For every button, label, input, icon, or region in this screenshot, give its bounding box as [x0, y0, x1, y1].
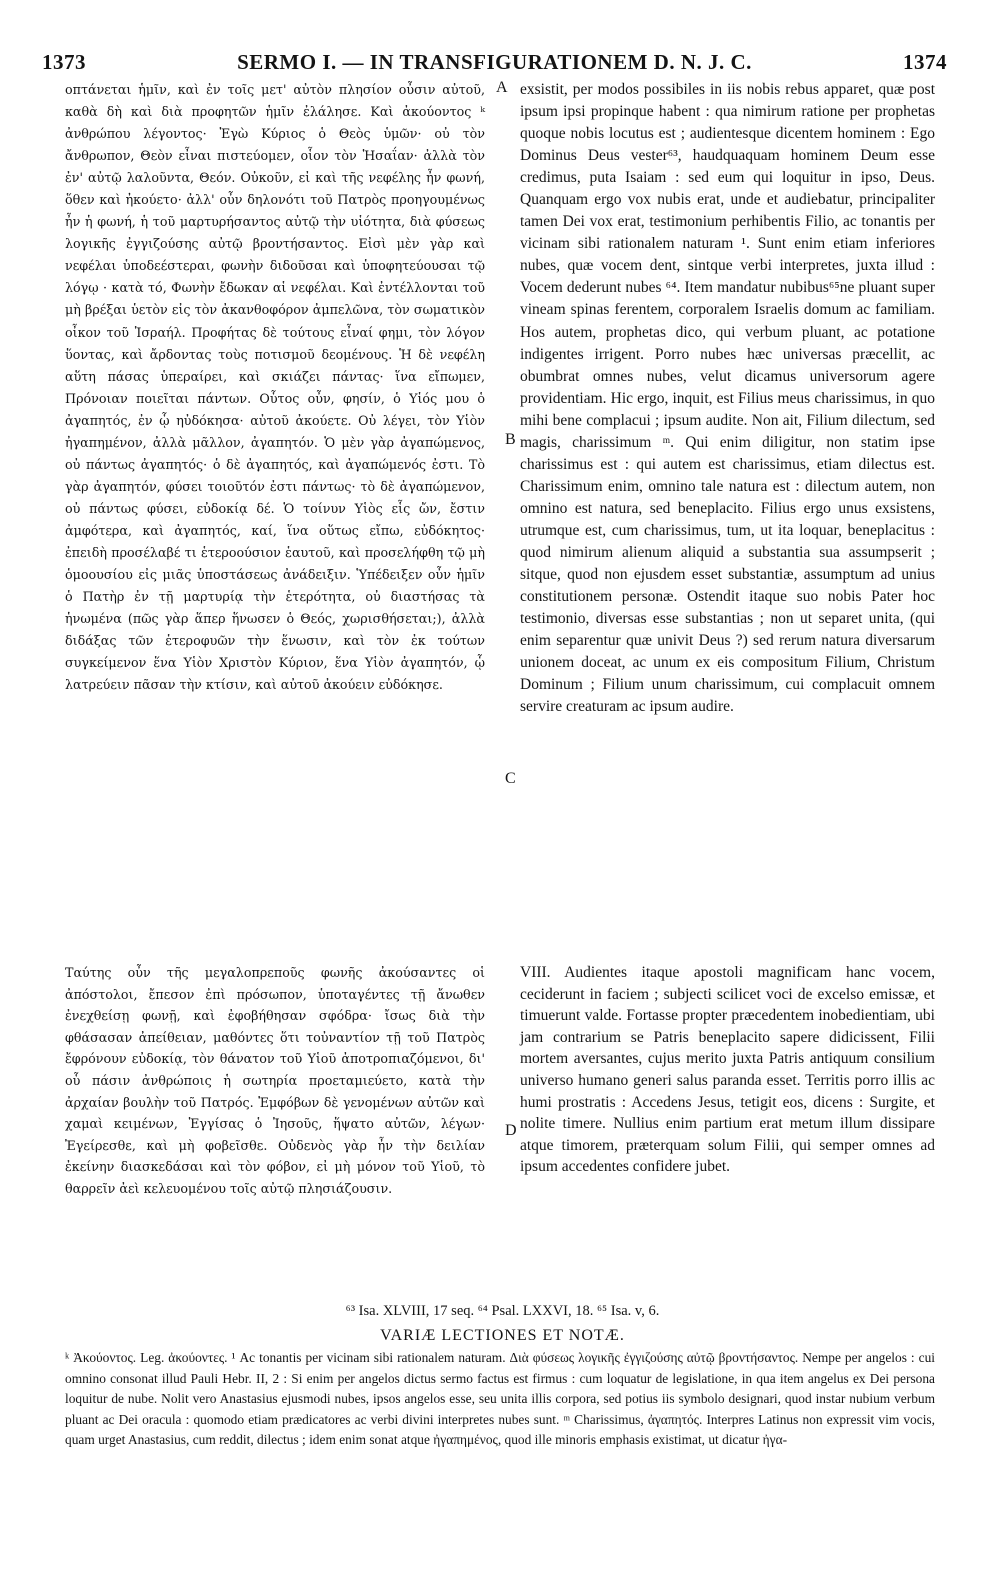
footnotes — [65, 1348, 935, 1451]
greek-column — [65, 79, 485, 696]
page-header — [42, 50, 947, 80]
margin-marker-a: A — [496, 79, 508, 96]
scripture-references: ⁶³ Isa. XLVIII, 17 seq. ⁶⁴ Psal. LXXVI, 18. ⁶⁵ Isa. v, 6. — [345, 1303, 660, 1319]
latin-paragraph-1: exsistit, per modos possibiles in iis nobis rebus apparet, quæ post ipsum ipsi propinque habent : qua nimirum ratione per prophetas quoque nobis locutus est ; audientesque dicentem hominem : Ego Dominus Deus vester⁶³, haudquaquam hominem Deum esse credimus, puta Isaiam : sed eum qui loquitur in ipso, Deus. Quanquam ergo vox nubis erat, unde et audiebatur, principaliter tamen Dei vox erat, testimonium perhibentis Filio, ac tonantis per vicinam sibi rationalem naturam ¹. Sunt enim etiam inferiores nubes, quæ vocem dent, sintque verbi interpretes, juxta illud : Vocem dederunt nubes ⁶⁴. Item mandatur nubibus⁶⁵ne pluant super vineam spinas ferentem, corporalem Israelis domum ac familiam. Hos autem, prophetas dico, qui verbum pluant, ac potatione indigentes irrigent. Porro nubes hæc universas præcellit, ac obumbrat omnes nubes, velut dicamus universorum agere providentiam. Hic ergo, inquit, est Filius meus charissimus, in quo mihi bene complacui ; ipsum audite. Non ait, Filium dilectum, sed magis, charissimum ᵐ. Qui enim diligitur, non statim ipse charissimus est : qui autem est charissimus, etiam dilectus est. Charissimum enim, omnino tale natura est : dilectum autem, non omnino est natura, sed beneplacito. Filius ergo unus exsistens, utrumque est, cum charissimus, tum, ut ita loquar, beneplacitus : quod nimirum alienum aliquid a substantia sua assumpserit ; sitque, quod non ejusdem esset substantiæ, assumptum ad unius constitutionem personæ. Ostendit itaque suo nobis Pater hoc testimonio, diversas esse substantias ; non ut separet unita, (qui enim separentur quæ univit Deus ?) sed rerum natura diversarum unionem doceat, ac unum ex eis compositum Filium, Christum Dominum ; Filium unum charissimum, cui complacuit omnem servire creaturam ac ipsum audire. — [520, 81, 935, 716]
running-title: SERMO I. — IN TRANSFIGURATIONEM D. N. J. C. — [237, 50, 752, 74]
latin-paragraph-2: VIII. Audientes itaque apostoli magnificam hanc vocem, ceciderunt in faciem ; subjecti scilicet voci de excelso emissæ, et timuerunt valde. Fortasse propter præcedentem inobedientiam, ubi jam contrarium se Patris beneplacito sapere didicissent, Filii mortem aversantes, cujus merito juxta Patris antiquum consilium universo humano generi salus paranda esset. Territis porro illis ac humi prostratis : Accedens Jesus, tetigit eos, dicens : Surgite, et nolite timere. Nullius enim partium erat metum illum dissipare atque timorem, præterquam solum Filii, qui semper omnes ad ipsum accedentes confidere jubet. — [520, 964, 935, 1176]
margin-marker-c: C — [505, 770, 516, 787]
left-page-number: 1373 — [42, 50, 86, 74]
latin-column-section-2 — [520, 962, 935, 1178]
right-page-number: 1374 — [903, 50, 947, 74]
greek-section-2 — [65, 962, 485, 1200]
margin-marker-d: D — [505, 1122, 517, 1139]
latin-column — [520, 79, 935, 718]
greek-paragraph-2: Ταύτης οὖν τῆς μεγαλοπρεποῦς φωνῆς ἀκούσαντες οἱ ἀπόστολοι, ἔπεσον ἐπὶ πρόσωπον, ὑποταγέντες τῇ ἄνωθεν ἐνεχθείσῃ φωνῇ, καὶ ἐφοβήθησαν σφόδρα· ἴσως διὰ τὴν φθάσασαν ἀπείθειαν, μαθόντες ὅτι τοὐναντίον τῇ τοῦ Πατρὸς ἔφρόνουν εὐδοκίᾳ, τὸν θάνατον τοῦ Υἱοῦ ἀποτροπιαζόμενοι, δι' οὗ πάσιν ἀνθρώποις ἡ σωτηρία προεταμιεύετο, κατὰ τὴν ἀρχαίαν βουλὴν τοῦ Πατρός. Ἐμφόβων δὲ γενομένων αὐτῶν καὶ χαμαὶ κειμένων, Ἐγγίσας ὁ Ἰησοῦς, ἥψατο αὐτῶν, λέγων· Ἐγείρεσθε, καὶ μὴ φοβεῖσθε. Οὐδενὸς γὰρ ἦν τὴν δειλίαν ἐκείνην διασκεδάσαι καὶ τὸν φόβον, εἰ μὴ μόνον τοῦ Υἱοῦ, τὸ θαρρεῖν ἀεὶ κελευομένου τοῖς αὐτῷ πλησιάζουσιν. — [65, 965, 485, 1196]
footnotes-text: ᵏ Ἀκούοντος. Leg. ἀκούοντες. ¹ Ac tonantis per vicinam sibi rationalem naturam. Διὰ φύσεως λογικῆς ἐγγιζούσης αὐτῷ βροντήσαντος. Nempe per angelos : cui omnino consonat illud Pauli Hebr. II, 2 : Si enim per angelos dictus sermo factus est firmus : cum loquatur de legislatione, in qua item angelus ex Dei persona loquitur de nube. Nolit vero Anastasius ejusmodi nubes, ipsos angelos esse, seu unita illis corpora, sed potius iis symbolo designari, quod instar nubium verbum pluant ac Dei oracula : quomodo etiam prædicatores ac verbi divini interpretes nubes sunt. ᵐ Charissimus, ἀγαπητός. Interpres Latinus non expressit vim vocis, quam urget Anastasius, cum reddit, dilectus ; idem enim sonat atque ἠγαπημένος, quod ille minoris emphasis existimat, ut dicatur ἠγα- — [65, 1350, 935, 1447]
greek-paragraph-1: οπτάνεται ἡμῖν, καὶ ἐν τοῖς μετ' αὐτὸν πλησίον οὖσιν αὐτοῦ, καθὰ δὴ καὶ διὰ προφητῶν ἡμῖν ἐλάλησε. Καὶ ἀκούοντος ᵏ ἀνθρώπου λέγοντος· Ἐγὼ Κύριος ὁ Θεὸς ὑμῶν· οὐ τὸν ἄνθρωπον, Θεὸν εἶναι πιστεύομεν, οἷον τὸν Ἡσαΐαν· ἀλλὰ τὸν ἐν' αὐτῷ λαλοῦντα, Θεόν. Οὐκοῦν, εἰ καὶ τῆς νεφέλης ἦν φωνή, ὅθεν καὶ ἠκούετο· ἀλλ' οὖν δηλονότι τοῦ Πατρὸς προηγουμένως ἦν ἡ φωνή, ἡ τοῦ μαρτυρήσαντος αὐτῷ τὴν υἱότητα, διὰ φύσεως λογικῆς ἐγγιζούσης αὐτῷ βροντήσαντος. Εἰσὶ μὲν γὰρ καὶ νεφέλαι ὑποδεέστεραι, φωνὴν διδοῦσαι καὶ ὑποφητεύουσαι τῷ λόγῳ · κατὰ τό, Φωνὴν ἔδωκαν αἱ νεφέλαι. Καὶ ἐντέλλονται τοῦ μὴ βρέξαι ὑετὸν εἰς τὸν ἀκανθοφόρον ἀμπελῶνα, τὸν σωματικὸν οἶκον τοῦ Ἰσραήλ. Προφήτας δὲ τούτους εἶναί φημι, τὸν λόγον ὕοντας, καὶ ἄρδοντας τοὺς ποτισμοῦ δεομένους. Ἡ δὲ νεφέλη αὕτη πάσας ὑπεραίρει, καὶ σκιάζει πάντας· ἵνα εἴπωμεν, Πρόνοιαν ποιεῖται πάντων. Οὗτος οὖν, φησίν, ὁ Υἱός μου ὁ ἀγαπητός, ἐν ᾧ ηὐδόκησα· αὐτοῦ ἀκούετε. Οὐ λέγει, τὸν Υἱὸν ἠγαπημένον, ἀλλὰ μᾶλλον, ἀγαπητόν. Ὁ μὲν γὰρ ἀγαπώμενος, οὐ πάντως ἀγαπητός· ὁ δὲ ἀγαπητός, καὶ ἀγαπώμενός ἐστι. Τὸ γὰρ ἀγαπητόν, φύσει τοιοῦτόν ἐστι πάντως· τὸ δὲ ἀγαπώμενον, οὐ πάντως φύσει, εὐδοκίᾳ δέ. Ὁ τοίνυν Υἱὸς εἷς ὤν, ἔστιν ἀμφότερα, καὶ ἀγαπητός, καί, ἵνα οὕτως εἴπω, εὐδόκητος· ἐπειδὴ προσέλαβέ τι ἑτεροούσιον ἑαυτοῦ, καὶ προσελήφθη τῷ μὴ ὁμοουσίου εἰς μιᾶς ὑποστάσεως ἀνάδειξιν. Ὑπέδειξεν οὖν ἡμῖν ὁ Πατὴρ ἐν τῇ μαρτυρίᾳ τὴν ἑτερότητα, οὐ διαστήσας τὰ ἡνωμένα (πῶς γὰρ ἅπερ ἥνωσεν ὁ Θεός, χωρισθήσεται;), ἀλλὰ διδάξας τῶν ἑτεροφυῶν τὴν ἕνωσιν, καὶ τὸν ἐκ τούτων συγκείμενον ἕνα Υἱὸν Χριστὸν Κύριον, ἕνα Υἱὸν ἀγαπητόν, ᾧ λατρεύειν πᾶσαν τὴν κτίσιν, καὶ αὐτοῦ ἀκούειν εὐδόκησε. — [65, 82, 485, 693]
margin-marker-b: B — [505, 431, 516, 448]
notes-title: VARIÆ LECTIONES ET NOTÆ. — [380, 1327, 625, 1344]
